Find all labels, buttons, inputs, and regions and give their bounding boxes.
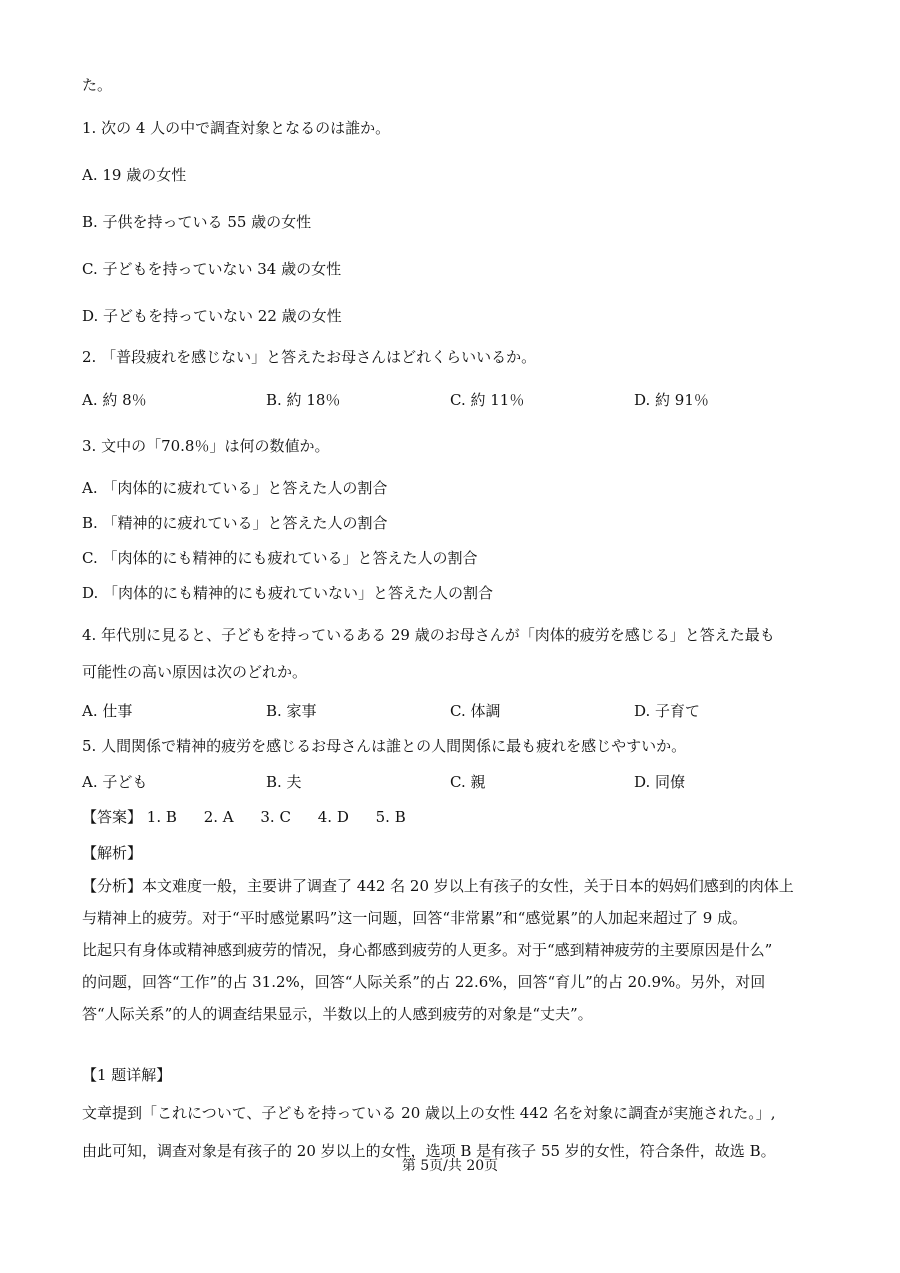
analysis-line: 【分析】本文难度一般，主要讲了调查了 442 名 20 岁以上有孩子的女性，关于日本的妈妈们感到的肉体上 [82, 877, 794, 895]
answer-item: 2. A [203, 808, 234, 826]
question-4-stem-line-1: 4. 年代別に見ると、子どもを持っているある 29 歳のお母さんが「肉体的疲労を感じる」と答えた最も [82, 626, 775, 644]
answer-label: 【答案】 [82, 808, 143, 826]
question-4-option-a: A. 仕事 [82, 702, 133, 720]
answer-item: 5. B [375, 808, 406, 826]
analysis-line: 的问题，回答“工作”的占 31.2%，回答“人际关系”的占 22.6%，回答“育儿”的占 20.9%。另外，对回 [82, 973, 766, 991]
analysis-line: 与精神上的疲劳。对于“平时感觉累吗”这一问题，回答“非常累”和“感觉累”的人加起来超过了 9 成。 [82, 909, 748, 927]
question-5-stem: 5. 人間関係で精神的疲労を感じるお母さんは誰との人間関係に最も疲れを感じやすいか。 [82, 737, 687, 755]
question-5-option-a: A. 子ども [82, 773, 148, 791]
answer-row [82, 806, 428, 828]
question-2-option-b: B. 約 18％ [266, 391, 341, 409]
question-4-option-c: C. 体調 [450, 702, 501, 720]
detail-line: 文章提到「これについて、子どもを持っている 20 歳以上の女性 442 名を対象に調査が実施された。」, [82, 1104, 776, 1122]
question-5-option-d: D. 同僚 [634, 773, 686, 791]
analysis-line: 比起只有身体或精神感到疲劳的情况，身心都感到疲劳的人更多。对于“感到精神疲劳的主要原因是什么” [82, 941, 773, 959]
question-4-option-d: D. 子育て [634, 702, 701, 720]
question-1-option-a: A. 19 歳の女性 [82, 166, 187, 184]
question-2-stem: 2. 「普段疲れを感じない」と答えたお母さんはどれくらいいるか。 [82, 348, 537, 366]
question-1-stem: 1. 次の 4 人の中で調査対象となるのは誰か。 [82, 119, 391, 137]
question-3-option-c: C. 「肉体的にも精神的にも疲れている」と答えた人の割合 [82, 549, 478, 567]
question-2-option-c: C. 約 11％ [450, 391, 525, 409]
question-1-option-d: D. 子どもを持っていない 22 歳の女性 [82, 307, 342, 325]
question-1-option-b: B. 子供を持っている 55 歳の女性 [82, 213, 312, 231]
answer-item: 3. C [260, 808, 291, 826]
analysis-label: 【解析】 [82, 844, 143, 862]
detail-line: 由此可知，调查对象是有孩子的 20 岁以上的女性，选项 B 是有孩子 55 岁的女性，符合条件，故选 B。 [82, 1142, 776, 1160]
question-3-stem: 3. 文中の「70.8％」は何の数値か。 [82, 437, 330, 455]
answer-item: 1. B [146, 808, 177, 826]
question-1-option-c: C. 子どもを持っていない 34 歳の女性 [82, 260, 342, 278]
question-4-option-b: B. 家事 [266, 702, 317, 720]
question-4-stem-line-2: 可能性の高い原因は次のどれか。 [82, 663, 308, 681]
top-line: た。 [82, 76, 113, 94]
analysis-paragraph [82, 870, 822, 1030]
question-3-option-a: A. 「肉体的に疲れている」と答えた人の割合 [82, 479, 388, 497]
question-2-option-d: D. 約 91％ [634, 391, 709, 409]
detail-label: 【1 题详解】 [82, 1066, 172, 1084]
analysis-line: 答“人际关系”的人的调查结果显示，半数以上的人感到疲劳的对象是“丈夫”。 [82, 1005, 593, 1023]
question-3-option-d: D. 「肉体的にも精神的にも疲れていない」と答えた人の割合 [82, 584, 494, 602]
page-footer: 第 5页/共 20页 [401, 1158, 499, 1174]
question-2-option-a: A. 約 8％ [82, 391, 147, 409]
question-3-option-b: B. 「精神的に疲れている」と答えた人の割合 [82, 514, 388, 532]
question-5-option-b: B. 夫 [266, 773, 302, 791]
question-5-option-c: C. 親 [450, 773, 486, 791]
answer-item: 4. D [317, 808, 349, 826]
